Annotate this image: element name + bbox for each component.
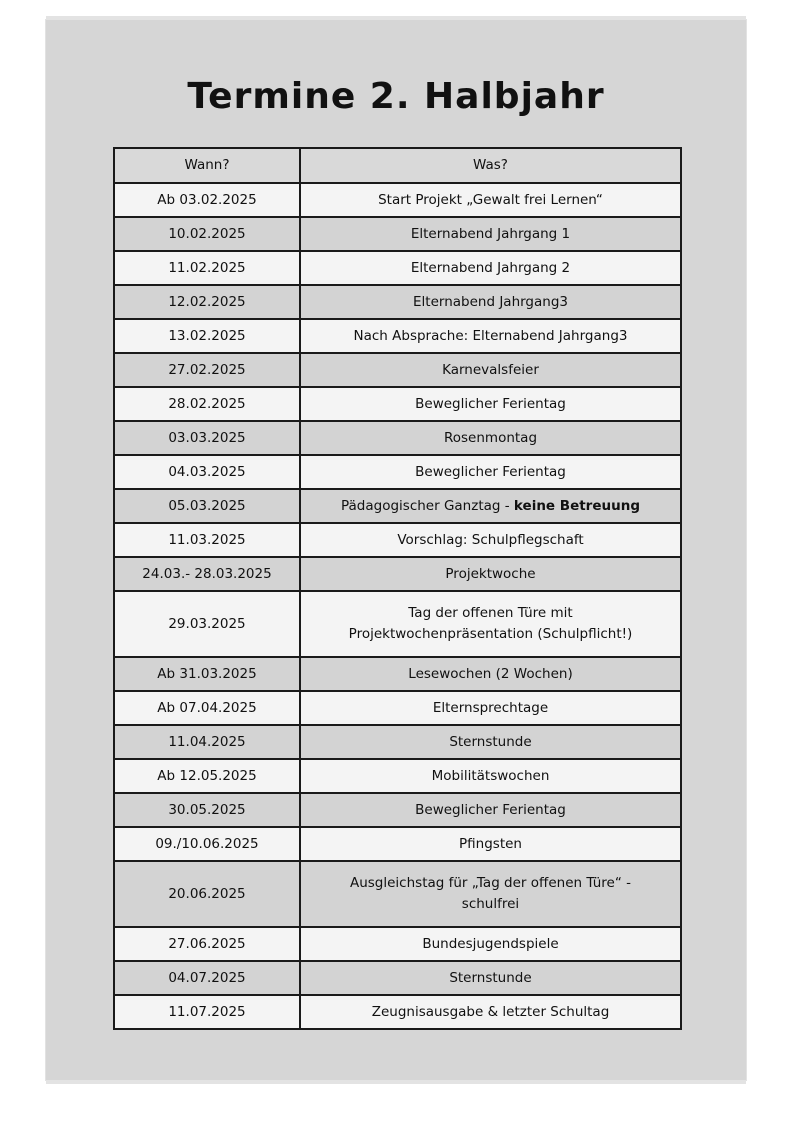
table-row — [114, 691, 681, 725]
event-cell: Mobilitätswochen — [300, 759, 681, 793]
date-cell: 04.03.2025 — [114, 455, 300, 489]
event-cell: Beweglicher Ferientag — [300, 387, 681, 421]
date-cell: 03.03.2025 — [114, 421, 300, 455]
event-text-line2: Projektwochenpräsentation (Schulpflicht!) — [348, 626, 633, 642]
event-cell: Pfingsten — [300, 827, 681, 861]
event-cell: Beweglicher Ferientag — [300, 793, 681, 827]
date-cell: 29.03.2025 — [114, 591, 300, 657]
date-cell: 11.07.2025 — [114, 995, 300, 1029]
date-cell: 09./10.06.2025 — [114, 827, 300, 861]
table-row — [114, 353, 681, 387]
event-cell: Zeugnisausgabe & letzter Schultag — [300, 995, 681, 1029]
event-cell: Karnevalsfeier — [300, 353, 681, 387]
event-cell: Sternstunde — [300, 961, 681, 995]
date-cell: 12.02.2025 — [114, 285, 300, 319]
event-cell: Elternabend Jahrgang3 — [300, 285, 681, 319]
date-cell: Ab 03.02.2025 — [114, 183, 300, 217]
table-row — [114, 827, 681, 861]
event-cell: Sternstunde — [300, 725, 681, 759]
event-cell: Elternabend Jahrgang 1 — [300, 217, 681, 251]
event-cell: Nach Absprache: Elternabend Jahrgang3 — [300, 319, 681, 353]
table-row — [114, 961, 681, 995]
event-cell — [300, 861, 681, 927]
date-cell: 27.02.2025 — [114, 353, 300, 387]
date-cell: 05.03.2025 — [114, 489, 300, 523]
event-cell: Projektwoche — [300, 557, 681, 591]
event-cell — [300, 489, 681, 523]
table-row — [114, 251, 681, 285]
table-row — [114, 759, 681, 793]
event-text: Ausgleichstag für „Tag der offenen Türe“ - — [349, 875, 632, 891]
table-row — [114, 421, 681, 455]
date-cell: Ab 12.05.2025 — [114, 759, 300, 793]
event-cell: Elternsprechtage — [300, 691, 681, 725]
date-cell: 13.02.2025 — [114, 319, 300, 353]
event-cell: Elternabend Jahrgang 2 — [300, 251, 681, 285]
table-row — [114, 657, 681, 691]
column-header-when: Wann? — [114, 148, 300, 183]
event-cell: Bundesjugendspiele — [300, 927, 681, 961]
date-cell: 28.02.2025 — [114, 387, 300, 421]
event-cell: Lesewochen (2 Wochen) — [300, 657, 681, 691]
date-cell: 20.06.2025 — [114, 861, 300, 927]
event-cell: Beweglicher Ferientag — [300, 455, 681, 489]
event-text-line2: schulfrei — [461, 896, 520, 912]
table-row — [114, 183, 681, 217]
event-text: Pädagogischer Ganztag - — [340, 497, 510, 514]
date-cell: Ab 31.03.2025 — [114, 657, 300, 691]
table-row — [114, 285, 681, 319]
event-cell: Rosenmontag — [300, 421, 681, 455]
table-row — [114, 995, 681, 1029]
table-row — [114, 793, 681, 827]
table-row — [114, 319, 681, 353]
event-text: Tag der offenen Türe mit — [408, 605, 573, 621]
table-row — [114, 591, 681, 657]
event-cell: Start Projekt „Gewalt frei Lernen“ — [300, 183, 681, 217]
date-cell: 27.06.2025 — [114, 927, 300, 961]
table-row — [114, 927, 681, 961]
table-row — [114, 489, 681, 523]
date-cell: 10.02.2025 — [114, 217, 300, 251]
date-cell: 30.05.2025 — [114, 793, 300, 827]
event-cell: Vorschlag: Schulpflegschaft — [300, 523, 681, 557]
table-row — [114, 725, 681, 759]
table-header-row — [114, 148, 681, 183]
date-cell: 11.04.2025 — [114, 725, 300, 759]
column-header-what: Was? — [300, 148, 681, 183]
table-row — [114, 557, 681, 591]
table-row — [114, 861, 681, 927]
page-title: Termine 2. Halbjahr — [187, 76, 605, 117]
table-row — [114, 523, 681, 557]
date-cell: 11.02.2025 — [114, 251, 300, 285]
date-cell: 04.07.2025 — [114, 961, 300, 995]
schedule-table — [113, 147, 682, 1030]
date-cell: 24.03.- 28.03.2025 — [114, 557, 300, 591]
table-row — [114, 387, 681, 421]
date-cell: 11.03.2025 — [114, 523, 300, 557]
event-cell — [300, 591, 681, 657]
event-emphasis: keine Betreuung — [513, 497, 640, 514]
schedule-sheet — [46, 20, 746, 1080]
date-cell: Ab 07.04.2025 — [114, 691, 300, 725]
table-row — [114, 455, 681, 489]
table-row — [114, 217, 681, 251]
